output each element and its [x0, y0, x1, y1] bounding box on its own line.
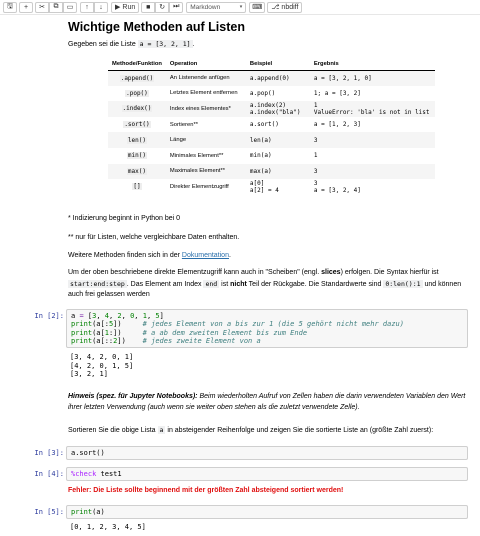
intro-code: a = [3, 2, 1]	[139, 40, 191, 48]
cell-prompt: In [4]:	[34, 470, 64, 478]
operation-text: Minimales Element**	[169, 152, 224, 159]
example-code: min(a)	[249, 152, 272, 160]
note-comparable: ** nur für Listen, welche vergleichbare Daten enthalten.	[68, 234, 240, 241]
header-result: Ergebnis	[310, 59, 435, 70]
run-label: Run	[122, 3, 136, 11]
jupyter-hint	[68, 392, 468, 413]
move-up-button[interactable]: ↑	[80, 2, 94, 13]
operation-text: Letztes Element entfernen	[169, 90, 238, 97]
result-code: a = [1, 2, 3]	[313, 121, 361, 129]
cut-button[interactable]: ✂	[35, 2, 49, 13]
nbdiff-icon: ⎇	[271, 4, 280, 11]
method-name: []	[133, 183, 141, 191]
nbdiff-button[interactable]	[267, 2, 302, 13]
table-row	[108, 179, 435, 195]
save-button[interactable]: 🖫	[3, 2, 17, 13]
header-example: Beispiel	[246, 59, 310, 70]
table-row	[108, 164, 435, 180]
copy-button[interactable]: ⧉	[49, 2, 63, 13]
task-after: in absteigender Reihenfolge und zeigen Sie die sortierte Liste an (größte Zahl zuerst):	[167, 427, 434, 434]
example-code: a.index(2) a.index("bla")	[246, 101, 310, 117]
header-operation: Operation	[166, 59, 246, 70]
chevron-down-icon: ▾	[239, 4, 243, 10]
section-title: Wichtige Methoden auf Listen	[68, 20, 245, 34]
example-code: a[0] a[2] = 4	[249, 179, 279, 194]
result-code: 3	[310, 164, 435, 180]
insert-cell-button[interactable]: +	[19, 2, 33, 13]
cell-output: [0, 1, 2, 3, 4, 5]	[70, 523, 146, 531]
result-code: 1 ValueError: 'bla' is not in list	[310, 101, 435, 117]
slicing-bold: slices	[321, 269, 341, 276]
code-cell-3[interactable]	[20, 446, 470, 461]
notebook-toolbar	[0, 0, 480, 15]
method-name: .pop()	[126, 89, 148, 97]
slicing-code-2: end	[205, 279, 218, 288]
example-code: len(a)	[246, 132, 310, 148]
cell-type-select[interactable]	[186, 2, 246, 13]
code-editor[interactable]	[66, 446, 468, 460]
cell-prompt: In [5]:	[34, 508, 64, 516]
code-cell-5[interactable]	[20, 505, 470, 535]
result-code: a = [3, 2, 1, 0]	[310, 70, 435, 86]
slicing-text-7: können auch frei gelassen werden	[68, 280, 462, 298]
code-editor[interactable]: print(a)	[66, 505, 468, 519]
move-down-button[interactable]: ↓	[94, 2, 108, 13]
documentation-note	[68, 251, 468, 261]
paste-button[interactable]: ▭	[63, 2, 77, 13]
magic-argument: test1	[96, 470, 122, 478]
fast-forward-icon[interactable]: ⏭	[169, 2, 183, 13]
magic-command: %check	[71, 470, 97, 478]
method-name: min()	[127, 152, 146, 160]
slicing-explanation	[68, 268, 468, 301]
example-code: a.sort()	[249, 121, 279, 129]
keyboard-icon[interactable]: ⌨	[249, 2, 265, 13]
intro-after: .	[192, 41, 195, 48]
intro-text	[68, 39, 468, 50]
documentation-link[interactable]: Dokumentation	[181, 252, 229, 259]
header-method: Methode/Funktion	[108, 59, 166, 70]
table-row	[108, 148, 435, 164]
example-code: a.append(0)	[246, 70, 310, 86]
task-code: a	[159, 426, 164, 434]
code-cell-2[interactable]	[20, 309, 470, 385]
cell-output: [3, 4, 2, 0, 1] [4, 2, 0, 1, 5] [3, 2, 1]	[70, 353, 134, 378]
hint-bold: Hinweis (spez. für Jupyter Notebooks):	[68, 393, 198, 400]
kernel-group	[141, 2, 183, 13]
table-row	[108, 86, 435, 102]
method-name: .index()	[122, 105, 152, 113]
run-icon: ▶	[115, 4, 121, 11]
table-row	[108, 70, 435, 86]
table-row	[108, 117, 435, 133]
slicing-text-5: Teil der Rückgabe. Die Standardwerte sind	[248, 280, 382, 288]
hint-text: Beim wiederholten Aufruf von Zellen haben die darin verwendeten Variablen den Wert ihrer letzten Verwendung (auch wenn sie weiter oben stehen als die zuletzt verwendete Zelle).	[68, 393, 466, 411]
intro-before: Gegeben sei die Liste	[68, 41, 136, 48]
operation-text: An Listenende anfügen	[166, 70, 246, 86]
slicing-text-2: ) erfolgen. Die Syntax hierfür ist	[340, 269, 439, 276]
slicing-text-1: Um der oben beschriebene direkte Elementzugriff kann auch in "Scheiben" (engl.	[68, 269, 322, 276]
methods-table	[108, 59, 435, 195]
slicing-text-6: und	[424, 280, 437, 288]
restart-icon[interactable]: ↻	[155, 2, 169, 13]
cell-prompt: In [2]:	[34, 312, 64, 320]
run-button[interactable]	[111, 2, 139, 13]
task-text	[68, 425, 468, 436]
operation-text: Direkter Elementzugriff	[169, 183, 229, 190]
method-name: max()	[127, 167, 146, 175]
table-header-row	[108, 59, 435, 70]
operation-text: Maximales Element**	[166, 164, 246, 180]
code-line: a.sort()	[71, 449, 105, 457]
edit-group	[35, 2, 77, 13]
code-editor[interactable]	[66, 467, 468, 481]
note-indexing: * Indizierung beginnt in Python bei 0	[68, 215, 181, 222]
method-name: len()	[127, 136, 146, 144]
cell-type-value: Markdown	[190, 3, 221, 11]
result-code: 1; a = [3, 2]	[313, 89, 361, 97]
method-name: .append()	[120, 74, 154, 82]
slicing-text-3: . Das Element am Index	[126, 280, 202, 288]
result-code: 3 a = [3, 2, 4]	[313, 179, 361, 194]
cell-prompt: In [3]:	[34, 449, 64, 457]
doc-after: .	[228, 252, 231, 259]
example-code: a.pop()	[249, 89, 276, 97]
example-code: max(a)	[246, 164, 310, 180]
operation-text: Sortieren**	[169, 121, 198, 128]
doc-before: Weitere Methoden finden sich in der	[68, 252, 182, 259]
operation-text: Länge	[166, 132, 246, 148]
result-code: 3	[310, 132, 435, 148]
table-row	[108, 101, 435, 117]
nbdiff-label: nbdiff	[281, 3, 299, 11]
method-name: .sort()	[124, 121, 150, 129]
operation-text: Index eines Elementes*	[166, 101, 246, 117]
task-before: Sortieren Sie die obige Lista	[68, 427, 156, 434]
error-message: Fehler: Die Liste sollte beginnend mit der größten Zahl absteigend sortiert werden!	[68, 487, 344, 494]
table-row	[108, 132, 435, 148]
code-editor[interactable]: a = [3, 4, 2, 0, 1, 5] print(a[:5]) # jedes Element von a bis zur 1 (die 5 gehört nicht mehr dazu) print(a[1:]) # a ab dem zweiten Element bis zum Ende print(a[::2]) # jedes zweite Element von a	[66, 309, 468, 348]
code-cell-4[interactable]	[20, 467, 470, 482]
move-group	[80, 2, 108, 13]
slicing-text-4: ist	[221, 280, 229, 288]
slicing-code-1: start:end:step	[70, 279, 125, 288]
slicing-code-3: 0:len():1	[385, 279, 421, 288]
stop-icon[interactable]: ■	[141, 2, 155, 13]
slicing-bold-2: nicht	[230, 280, 247, 288]
markdown-cell-title	[68, 20, 468, 34]
result-code: 1	[313, 152, 318, 160]
